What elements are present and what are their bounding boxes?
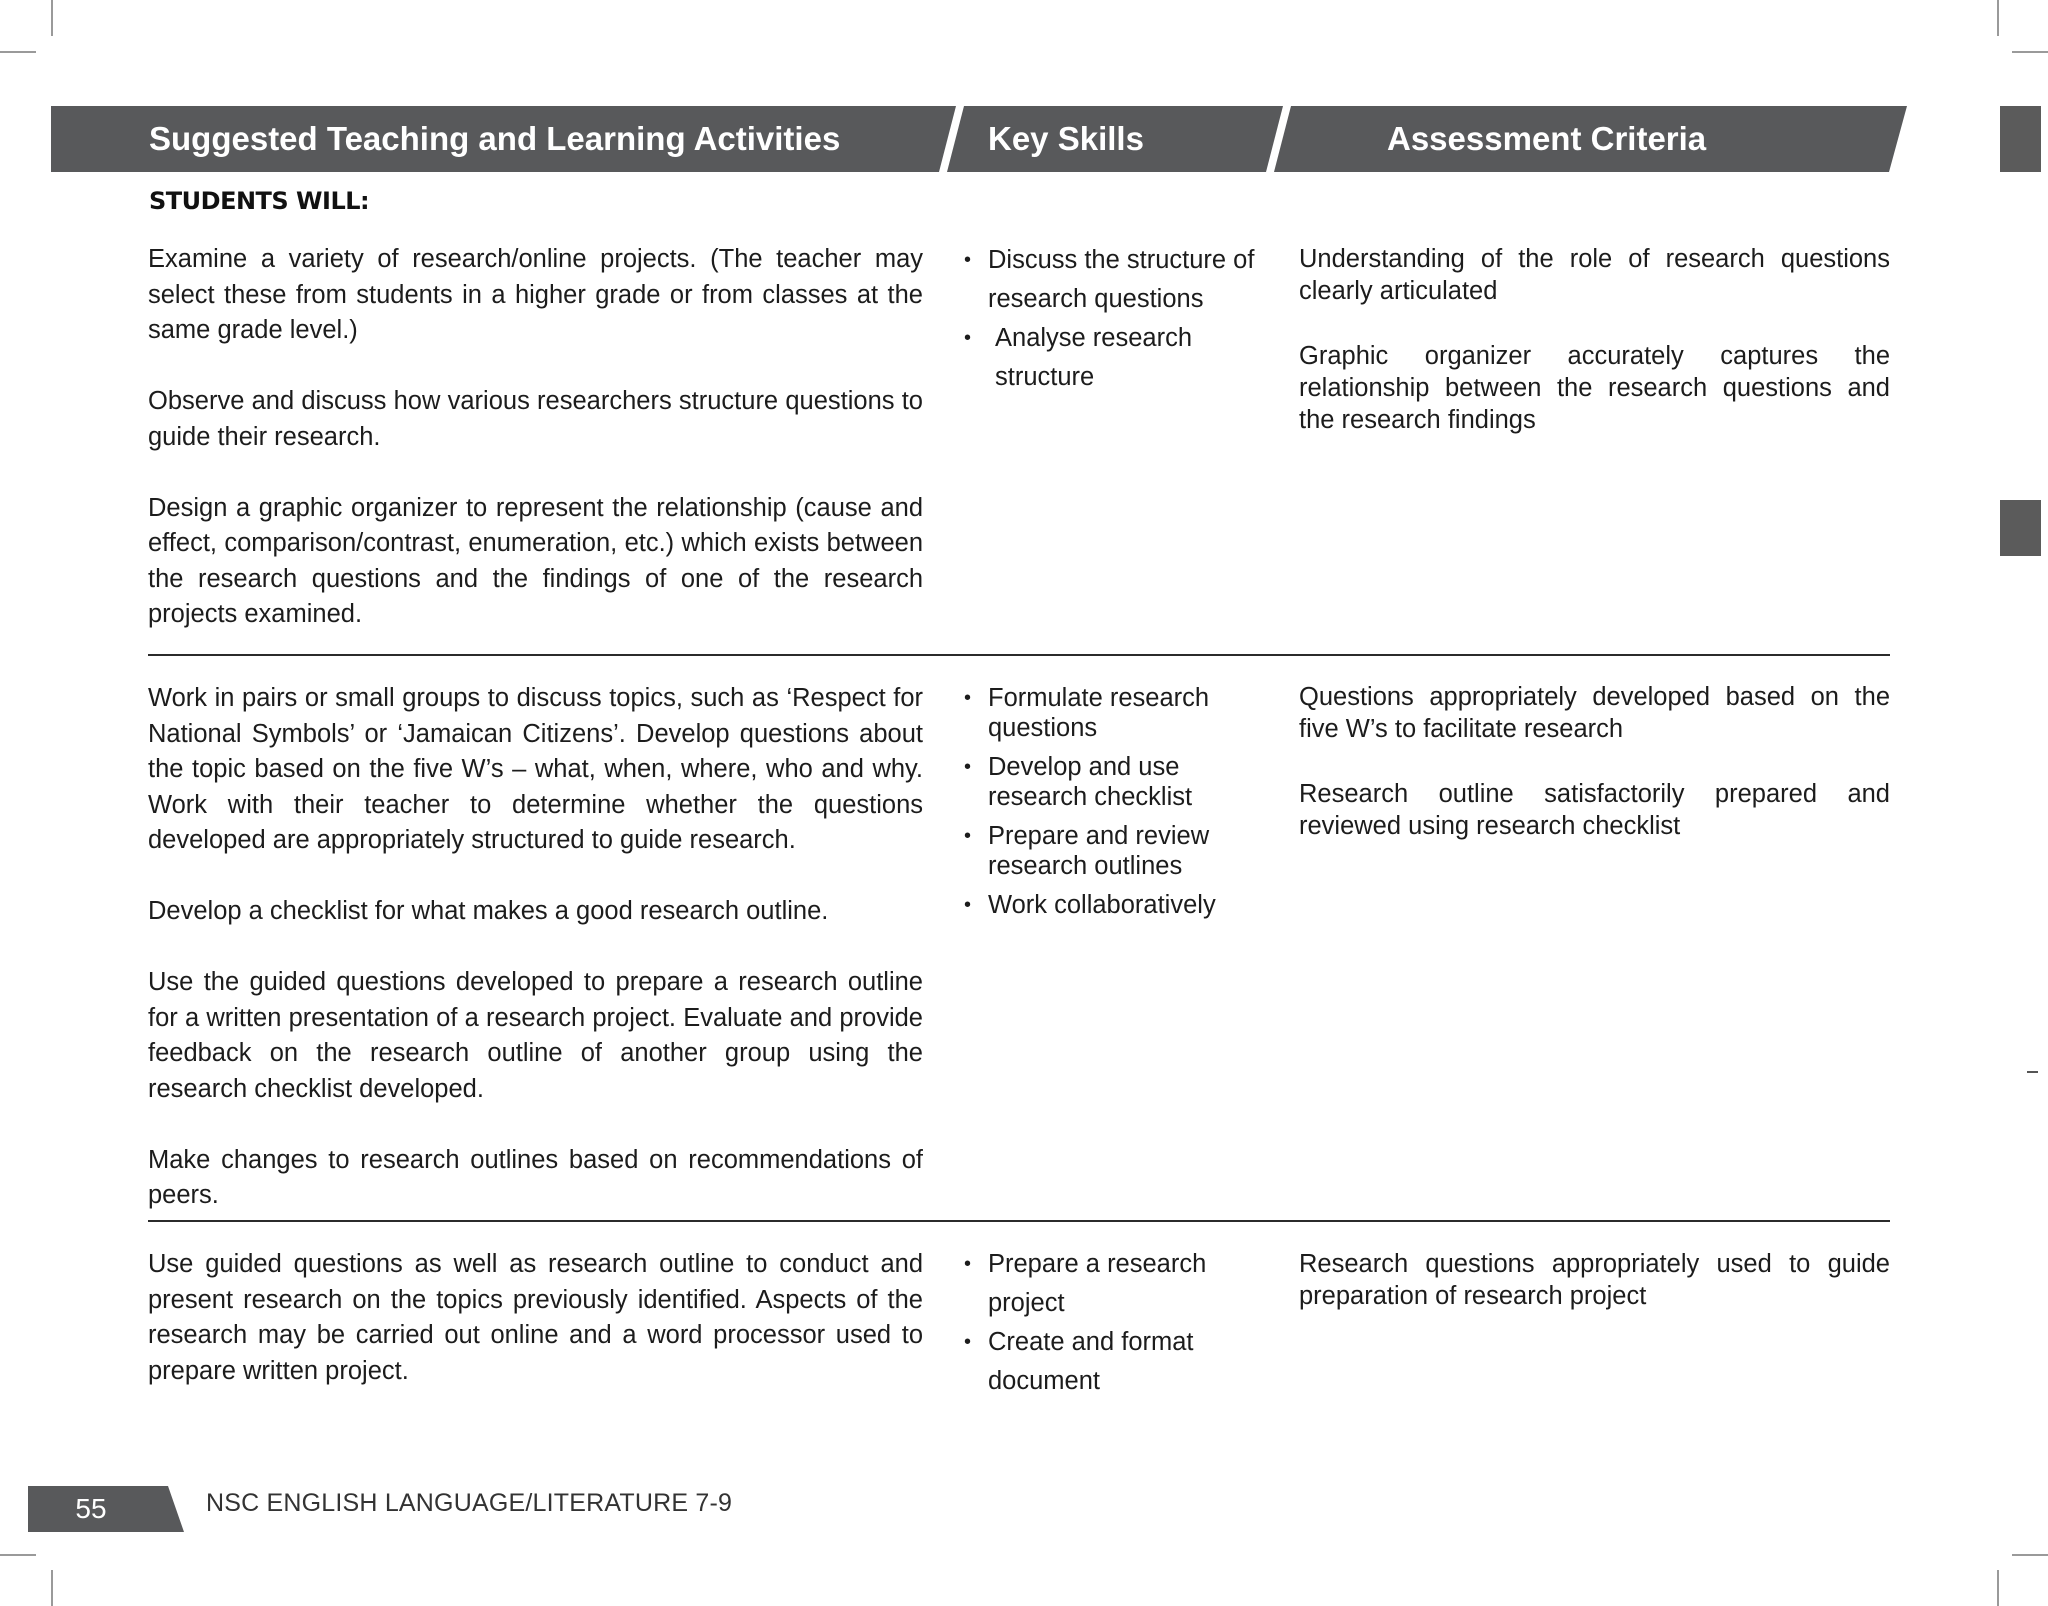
activity-paragraph: Work in pairs or small groups to discuss topics, such as ‘Respect for National Symbols’ or ‘Jamaican Citizens’. Develop questions about the topic based on the five W’s – what, when, where, who and why. Work with their teacher to determine whether the questions developed are appropriately structured to guide research. — [148, 684, 923, 854]
row3-criteria — [1299, 1248, 1890, 1312]
margin-dash — [2027, 1071, 2038, 1073]
page-number: 55 — [75, 1493, 107, 1524]
row1-activities — [148, 242, 923, 633]
skill-item: • Prepare a research project — [964, 1245, 1224, 1323]
activity-paragraph: Use the guided questions developed to prepare a research outline for a written presentation of a research project. Evaluate and provide feedback on the research outline of another group using the research checklist developed. — [148, 968, 923, 1103]
crop-mark — [0, 1554, 36, 1556]
crop-mark — [51, 1570, 53, 1606]
criteria-paragraph: Research questions appropriately used to guide preparation of research project — [1299, 1250, 1890, 1310]
header-activities: Suggested Teaching and Learning Activities — [149, 120, 841, 157]
skill-item: • Discuss the structure of research questions — [964, 241, 1264, 319]
row-divider — [148, 1220, 1890, 1222]
activity-paragraph: Use guided questions as well as research outline to conduct and present research on the topics previously identified. Aspects of the research may be carried out online and a word processor used to prepare written project. — [148, 1250, 923, 1385]
criteria-paragraph: Research outline satisfactorily prepared and reviewed using research checklist — [1299, 780, 1890, 840]
criteria-paragraph: Questions appropriately developed based on the five W’s to facilitate research — [1299, 683, 1890, 743]
row3-activities — [148, 1247, 923, 1389]
crop-mark — [2012, 1554, 2048, 1556]
activity-paragraph: Examine a variety of research/online projects. (The teacher may select these from students in a higher grade or from classes at the same grade level.) — [148, 245, 923, 344]
skill-item: • Analyse research structure — [964, 319, 1264, 397]
activity-paragraph: Observe and discuss how various researchers structure questions to guide their research. — [148, 387, 923, 451]
footer-title: NSC ENGLISH LANGUAGE/LITERATURE 7-9 — [206, 1489, 733, 1517]
row2-key-skills — [964, 683, 1224, 929]
row2-activities — [148, 681, 923, 1214]
row1-key-skills — [964, 241, 1264, 397]
row3-key-skills — [964, 1245, 1224, 1401]
activity-paragraph: Make changes to research outlines based on recommendations of peers. — [148, 1145, 923, 1209]
skill-item: • Develop and use research checklist — [964, 752, 1224, 812]
row-divider — [148, 654, 1890, 656]
skill-item: • Formulate research questions — [964, 683, 1224, 743]
students-will-label: STUDENTS WILL: — [149, 187, 370, 215]
crop-mark — [51, 0, 53, 36]
crop-mark — [1997, 0, 1999, 36]
skill-item: • Work collaboratively — [964, 890, 1224, 920]
header-assessment-criteria: Assessment Criteria — [1387, 120, 1707, 157]
activity-paragraph: Design a graphic organizer to represent the relationship (cause and effect, comparison/contrast, enumeration, etc.) which exists between the research questions and the findings of one of the research projects examined. — [148, 493, 923, 628]
activity-paragraph: Develop a checklist for what makes a good research outline. — [148, 897, 829, 925]
criteria-paragraph: Understanding of the role of research questions clearly articulated — [1299, 245, 1890, 305]
crop-mark — [2012, 51, 2048, 53]
crop-mark — [1997, 1570, 1999, 1606]
skill-item: • Create and format document — [964, 1323, 1224, 1401]
row1-criteria — [1299, 243, 1890, 436]
side-tab-middle — [2000, 500, 2041, 556]
crop-mark — [0, 51, 36, 53]
criteria-paragraph: Graphic organizer accurately captures the relationship between the research questions and the research findings — [1299, 342, 1890, 434]
side-tab-top — [2000, 106, 2041, 172]
skill-item: • Prepare and review research outlines — [964, 821, 1224, 881]
header-key-skills: Key Skills — [988, 120, 1144, 157]
row2-criteria — [1299, 681, 1890, 842]
